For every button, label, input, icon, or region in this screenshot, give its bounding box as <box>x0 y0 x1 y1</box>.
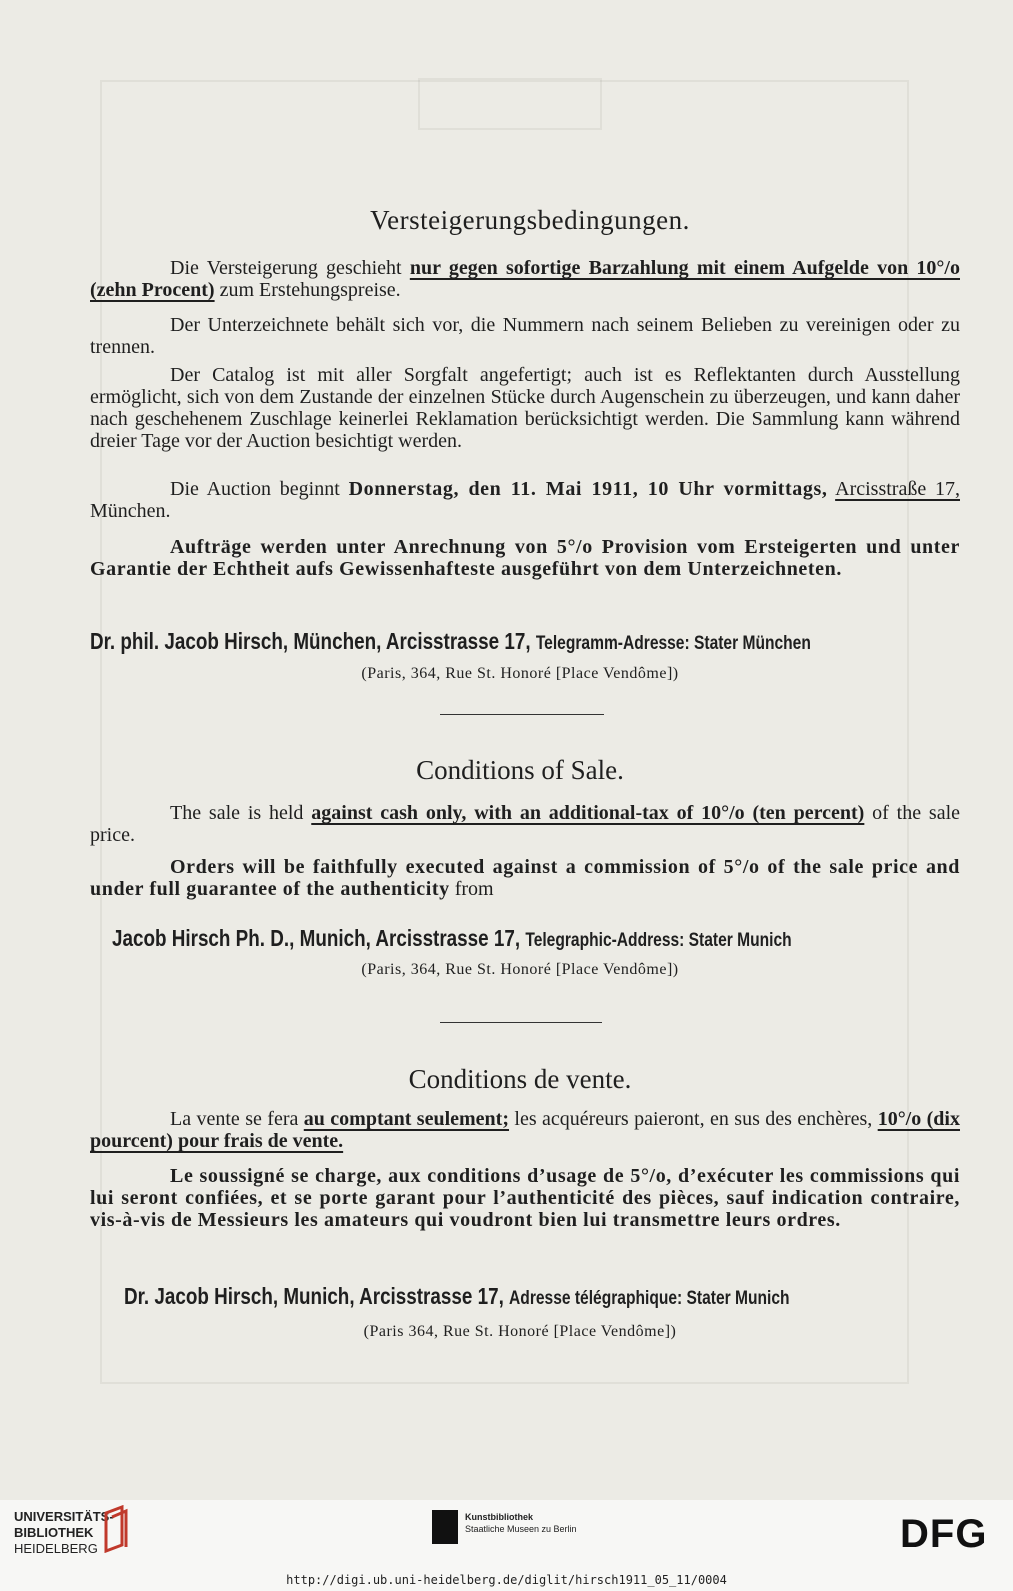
kunstbibliothek-logo[interactable] <box>465 1511 577 1535</box>
french-paris-address: (Paris 364, Rue St. Honoré [Place Vendôme]) <box>363 1323 677 1340</box>
english-p1-text: The sale is held <box>170 802 312 824</box>
german-signature <box>90 628 811 655</box>
german-p1-underlined: nur gegen sofortige Barzahlung mit einem Aufgelde von 10°/o (zehn Procent) <box>90 257 960 301</box>
kb-line: Staatliche Museen zu Berlin <box>465 1524 577 1534</box>
german-signature-name: Dr. phil. Jacob Hirsch, München, Arcisstrasse 17, <box>90 628 531 654</box>
german-paragraph-1 <box>90 257 960 301</box>
english-p2-tail: from <box>449 878 494 900</box>
kunstbibliothek-logo-icon <box>432 1510 458 1544</box>
french-telegraphic-address: Adresse télégraphique: Stater Munich <box>509 1288 790 1309</box>
french-p1-text: La vente se fera <box>170 1108 304 1130</box>
english-p1-tail: of the sale price. <box>90 802 961 846</box>
library-line: BIBLIOTHEK <box>14 1525 94 1540</box>
german-p4-tail: München. <box>90 500 171 522</box>
french-signature-name: Dr. Jacob Hirsch, Munich, Arcisstrasse 17, <box>124 1283 504 1309</box>
dfg-logo[interactable]: DFG <box>900 1512 988 1556</box>
french-signature <box>124 1283 790 1310</box>
library-line: HEIDELBERG <box>14 1541 98 1556</box>
german-paris-address: (Paris, 364, Rue St. Honoré [Place Vendôme]) <box>361 665 679 682</box>
german-p1-text: Die Versteigerung geschieht <box>170 257 410 279</box>
section-divider <box>440 714 604 715</box>
english-signature <box>112 925 792 952</box>
kb-line: Kunstbibliothek <box>465 1512 533 1522</box>
german-paragraph-5: Aufträge werden unter Anrechnung von 5°/o Provision vom Ersteigerten und unter Garantie der Echtheit aufs Gewissenhafteste ausgeführt von dem Unterzeichneten. <box>90 536 960 580</box>
german-heading: Versteigerungsbedingungen. <box>370 205 690 235</box>
french-p1-underlined-2: 10°/o (dix pourcent) pour frais de vente. <box>90 1108 960 1152</box>
library-emblem-icon <box>100 1505 130 1553</box>
french-heading: Conditions de vente. <box>408 1064 632 1094</box>
german-paragraph-4 <box>90 478 960 522</box>
english-signature-name: Jacob Hirsch Ph. D., Munich, Arcisstrasse 17, <box>112 925 521 951</box>
french-p1-underlined: au comptant seulement; <box>303 1108 510 1130</box>
english-paragraph-1 <box>90 802 960 846</box>
french-paragraph-1 <box>90 1108 960 1152</box>
english-p1-underlined: against cash only, with an additional-tax of 10°/o (ten percent) <box>311 802 865 824</box>
german-telegram-address: Telegramm-Adresse: Stater München <box>535 633 811 654</box>
english-telegraphic-address: Telegraphic-Address: Stater Munich <box>525 930 792 951</box>
source-url[interactable]: http://digi.ub.uni-heidelberg.de/diglit/hirsch1911_05_11/0004 <box>286 1573 727 1587</box>
section-divider <box>440 1022 602 1023</box>
german-auction-date: Donnerstag, den 11. Mai 1911, 10 Uhr vormittags, <box>348 478 828 500</box>
english-paragraph-2 <box>90 856 960 900</box>
french-paragraph-2: Le soussigné se charge, aux conditions d’usage de 5°/o, d’exécuter les commissions qui lui seront confiées, et se porte garant pour l’authenticité des pièces, sauf indication contraire, vis-à-vis de Messieurs les amateurs qui voudront bien lui transmettre leurs ordres. <box>90 1165 960 1231</box>
german-paragraph-2: Der Unterzeichnete behält sich vor, die Nummern nach seinem Belieben zu vereinigen oder zu trennen. <box>90 314 960 358</box>
english-p2-bold: Orders will be faithfully executed against a commission of 5°/o of the sale price and under full guarantee of the authenticity <box>90 856 960 900</box>
library-line: UNIVERSITÄTS- <box>14 1509 114 1524</box>
university-library-logo[interactable] <box>14 1509 114 1557</box>
german-paragraph-3: Der Catalog ist mit aller Sorgfalt angefertigt; auch ist es Reflektanten durch Ausstellung ermöglicht, sich von dem Zustande der einzelnen Stücke durch Augenschein zu überzeugen, und kann daher nach geschehenem Zuschlage keinerlei Reklamation berücksichtigt werden. Die Sammlung kann während dreier Tage vor der Auction besichtigt werden. <box>90 364 960 452</box>
german-auction-address: Arcisstraße 17, <box>835 478 960 500</box>
french-p1-middle: les acquéreurs paieront, en sus des enchères, <box>509 1108 878 1130</box>
bleed-through-number-box <box>418 78 602 130</box>
german-p4-text: Die Auction beginnt <box>170 478 349 500</box>
german-p1-tail: zum Erstehungspreise. <box>214 279 401 301</box>
english-heading: Conditions of Sale. <box>416 755 624 785</box>
english-paris-address: (Paris, 364, Rue St. Honoré [Place Vendôme]) <box>361 961 679 978</box>
